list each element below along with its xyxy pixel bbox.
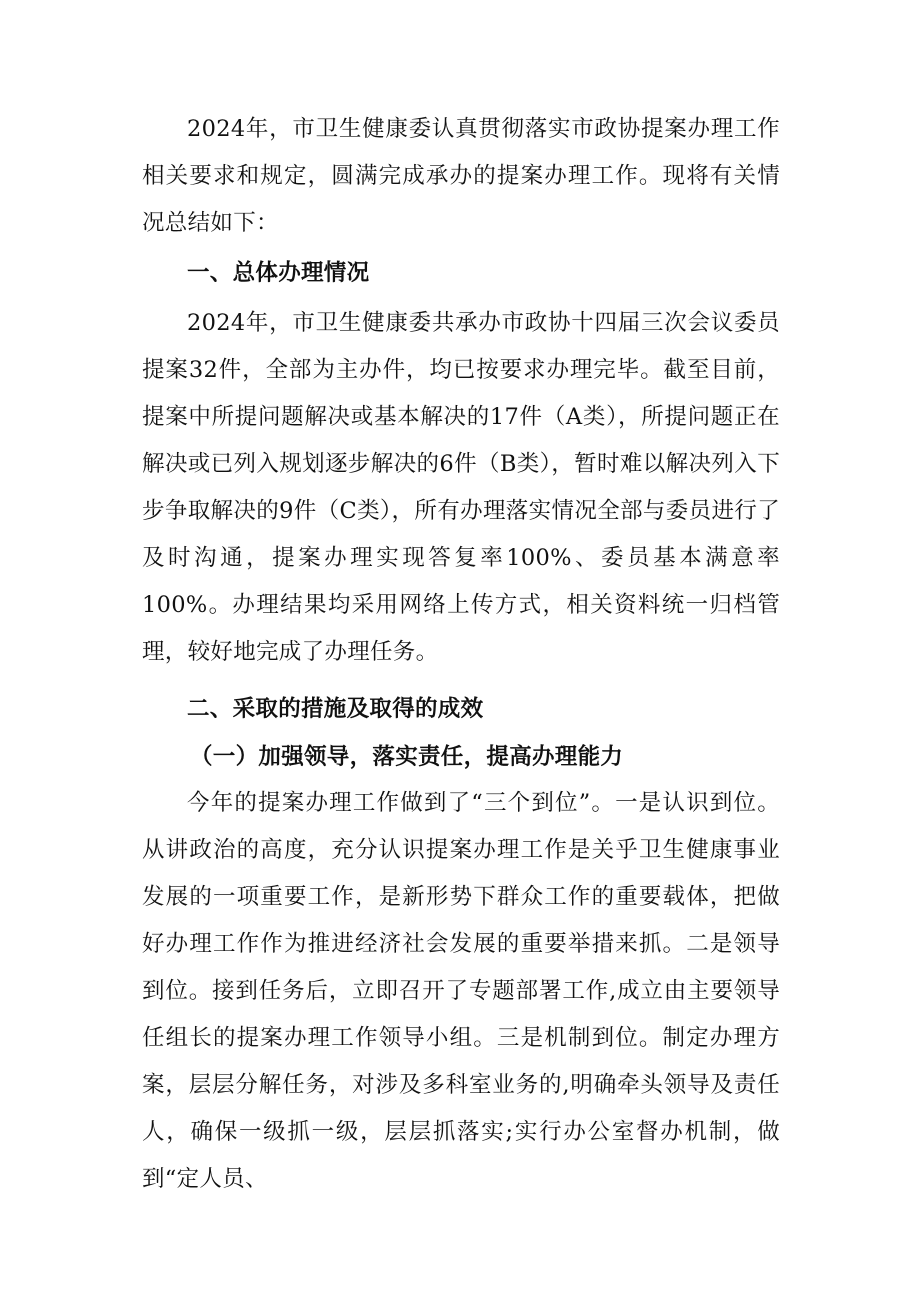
overall-status-paragraph: 2024年，市卫生健康委共承办市政协十四届三次会议委员提案32件，全部为主办件，均已按要求办理完毕。截至目前，提案中所提问题解决或基本解决的17件（A类），所提问题正在解决或已列入规划逐步解决的6件（B类），暂时难以解决列入下步争取解决的9件（C类），所有办理落实情况全部与委员进行了及时沟通，提案办理实现答复率100%、委员基本满意率100%。办理结果均采用网络上传方式，相关资料统一归档管理，较好地完成了办理任务。 — [142, 310, 780, 665]
subsection-heading-leadership: （一）加强领导，落实责任，提高办理能力 — [190, 744, 624, 770]
intro-paragraph: 2024年，市卫生健康委认真贯彻落实市政协提案办理工作相关要求和规定，圆满完成承办的提案办理工作。现将有关情况总结如下： — [142, 116, 780, 236]
leadership-paragraph: 今年的提案办理工作做到了“三个到位”。一是认识到位。从讲政治的高度，充分认识提案办理工作是关乎卫生健康事业发展的一项重要工作，是新形势下群众工作的重要载体，把做好办理工作作为推进经济社会发展的重要举措来抓。二是领导到位。接到任务后，立即召开了专题部署工作,成立由主要领导任组长的提案办理工作领导小组。三是机制到位。制定办理方案，层层分解任务，对涉及多科室业务的,明确牵头领导及责任人，确保一级抓一级，层层抓落实;实行办公室督办机制，做到“定人员、 — [142, 790, 780, 1192]
section-heading-measures: 二、采取的措施及取得的成效 — [187, 696, 484, 722]
section-heading-overall: 一、总体办理情况 — [187, 260, 370, 286]
